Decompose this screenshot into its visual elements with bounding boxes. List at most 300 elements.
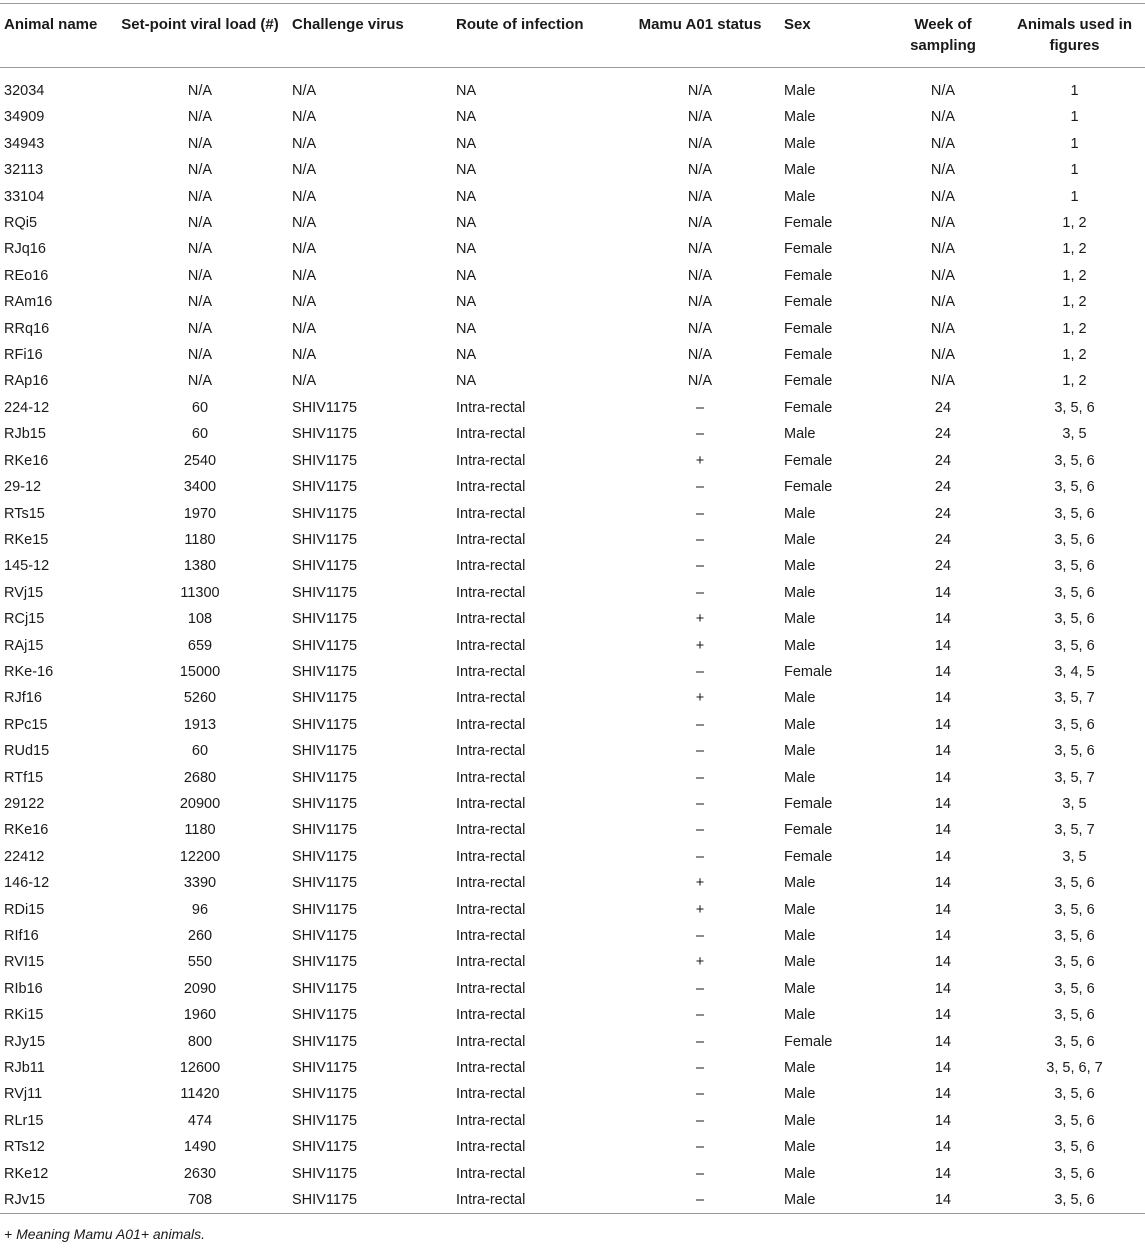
viral-load-cell: N/A <box>187 162 213 179</box>
table-body <box>0 68 1145 1214</box>
table-row <box>0 527 1145 553</box>
challenge-virus-cell: SHIV1175 <box>292 716 358 733</box>
sex-cell: Male <box>784 690 816 707</box>
challenge-virus-cell: SHIV1175 <box>292 399 358 416</box>
table-row <box>0 421 1145 447</box>
viral-load-cell: 20900 <box>179 795 221 812</box>
challenge-virus-cell: SHIV1175 <box>292 769 358 786</box>
table-row <box>0 633 1145 659</box>
header-sex: Sex <box>780 4 882 68</box>
challenge-virus-cell: SHIV1175 <box>292 980 358 997</box>
sex-cell: Male <box>784 611 816 628</box>
animal-name-cell: 22412 <box>4 848 45 865</box>
sex-cell: Male <box>784 769 816 786</box>
route-cell: Intra-rectal <box>456 848 526 865</box>
week-cell: 14 <box>934 584 952 601</box>
table-row <box>0 263 1145 289</box>
week-cell: 14 <box>934 1139 952 1156</box>
sex-cell: Male <box>784 162 816 179</box>
table-row <box>0 1187 1145 1214</box>
viral-load-cell: N/A <box>187 347 213 364</box>
figures-cell: 1, 2 <box>1062 294 1087 311</box>
figures-cell: 3, 5, 7 <box>1054 690 1095 707</box>
challenge-virus-cell: SHIV1175 <box>292 1007 358 1024</box>
mamu-status-cell: N/A <box>687 294 713 311</box>
challenge-virus-cell: SHIV1175 <box>292 1086 358 1103</box>
figures-cell: 3, 5 <box>1062 426 1087 443</box>
mamu-status-cell: + <box>695 611 705 628</box>
sex-cell: Male <box>780 1187 882 1214</box>
viral-load-cell: 60 <box>191 399 209 416</box>
table-row <box>0 817 1145 843</box>
sex-cell: Female <box>784 320 833 337</box>
challenge-virus-cell: N/A <box>292 373 317 390</box>
figures-cell: 3, 5, 6 <box>1054 716 1095 733</box>
week-cell: N/A <box>930 241 956 258</box>
week-cell: 14 <box>934 928 952 944</box>
animal-name-cell: RJf16 <box>4 690 42 707</box>
viral-load-cell: 1913 <box>183 716 217 733</box>
challenge-virus-cell: N/A <box>292 162 317 179</box>
table-row <box>0 685 1145 711</box>
route-cell: Intra-rectal <box>456 954 526 971</box>
week-cell: 24 <box>934 399 952 416</box>
challenge-virus-cell: N/A <box>292 215 317 232</box>
week-cell: 14 <box>882 1187 1004 1214</box>
animal-name-cell: RAj15 <box>4 637 44 654</box>
route-cell: Intra-rectal <box>456 1112 526 1129</box>
challenge-virus-cell: SHIV1175 <box>292 637 358 654</box>
animal-name-cell: RVI15 <box>4 954 45 971</box>
table-row <box>0 289 1145 315</box>
mamu-status-cell: – <box>695 531 705 548</box>
viral-load-cell: 474 <box>187 1112 213 1129</box>
mamu-status-cell: – <box>695 426 705 443</box>
route-cell: NA <box>456 215 477 232</box>
challenge-virus-cell: SHIV1175 <box>292 1139 358 1156</box>
viral-load-cell: 1180 <box>184 822 216 839</box>
mamu-status-cell: – <box>695 399 705 416</box>
route-cell: NA <box>456 347 477 364</box>
animal-name-cell: RVj11 <box>4 1086 43 1103</box>
challenge-virus-cell: N/A <box>292 83 317 99</box>
sex-cell: Male <box>784 954 816 971</box>
week-cell: N/A <box>930 188 956 205</box>
challenge-virus-cell: SHIV1175 <box>292 875 358 892</box>
table-row <box>0 765 1145 791</box>
animal-name-cell: RKe16 <box>4 452 49 469</box>
mamu-status-cell: – <box>695 1112 705 1129</box>
header-animal-name: Animal name <box>0 4 112 68</box>
animal-name-cell: RUd15 <box>4 743 50 760</box>
table-row <box>0 501 1145 527</box>
figures-cell: 3, 5, 6 <box>1054 1165 1095 1182</box>
route-cell: NA <box>456 162 477 179</box>
animal-name-cell: 146-12 <box>4 875 50 892</box>
animal-name-cell: RJv15 <box>0 1187 112 1214</box>
figures-cell: 3, 5, 6 <box>1054 954 1095 971</box>
week-cell: 14 <box>934 1165 952 1182</box>
animal-name-cell: RFi16 <box>4 347 43 364</box>
mamu-status-cell: N/A <box>687 188 713 205</box>
figures-cell: 1, 2 <box>1062 215 1087 232</box>
figures-cell: 1 <box>1070 135 1079 152</box>
week-cell: N/A <box>930 83 956 99</box>
viral-load-cell: 708 <box>112 1187 288 1214</box>
challenge-virus-cell: SHIV1175 <box>292 954 358 971</box>
viral-load-cell: N/A <box>187 135 213 152</box>
mamu-status-cell: + <box>695 637 705 654</box>
table-row <box>0 712 1145 738</box>
mamu-status-cell: N/A <box>687 83 713 99</box>
viral-load-cell: 3400 <box>183 479 217 496</box>
challenge-virus-cell: SHIV1175 <box>292 795 358 812</box>
table-row <box>0 474 1145 500</box>
viral-load-cell: 2540 <box>183 452 217 469</box>
challenge-virus-cell: SHIV1175 <box>292 901 358 918</box>
week-cell: 24 <box>934 452 952 469</box>
header-challenge-virus: Challenge virus <box>288 4 452 68</box>
mamu-status-cell: – <box>695 584 705 601</box>
route-cell: Intra-rectal <box>456 426 526 443</box>
sex-cell: Female <box>784 294 833 311</box>
sex-cell: Male <box>784 637 816 654</box>
viral-load-cell: 1970 <box>183 505 217 522</box>
animal-name-cell: RAm16 <box>4 294 53 311</box>
header-week-of-sampling: Week of sampling <box>882 4 1004 68</box>
sex-cell: Female <box>784 479 833 496</box>
table-row <box>0 316 1145 342</box>
viral-load-cell: N/A <box>187 109 213 126</box>
table-row <box>0 1055 1145 1081</box>
viral-load-cell: 3390 <box>183 875 217 892</box>
table-row <box>0 131 1145 157</box>
figures-cell: 1, 2 <box>1062 347 1087 364</box>
viral-load-cell: 11420 <box>180 1086 220 1103</box>
mamu-status-cell: + <box>695 954 705 971</box>
animal-name-cell: RKe-16 <box>4 663 54 680</box>
challenge-virus-cell: SHIV1175 <box>292 1033 358 1050</box>
figures-cell: 3, 5, 6 <box>1054 1007 1095 1024</box>
sex-cell: Male <box>784 531 816 548</box>
sex-cell: Male <box>784 875 816 892</box>
sex-cell: Male <box>784 558 816 575</box>
sex-cell: Male <box>784 928 816 944</box>
route-cell: Intra-rectal <box>452 1187 620 1214</box>
figures-cell: 1, 2 <box>1062 241 1087 258</box>
viral-load-cell: 5260 <box>183 690 217 707</box>
route-cell: Intra-rectal <box>456 1060 526 1077</box>
table-row <box>0 1002 1145 1028</box>
figures-cell: 3, 4, 5 <box>1054 663 1095 680</box>
challenge-virus-cell: SHIV1175 <box>292 558 358 575</box>
figures-cell: 3, 5, 6 <box>1054 928 1095 944</box>
viral-load-cell: N/A <box>187 188 213 205</box>
table-row <box>0 78 1145 104</box>
mamu-status-cell: – <box>695 1060 705 1077</box>
figures-cell: 3, 5, 6 <box>1054 1033 1095 1050</box>
table-row <box>0 897 1145 923</box>
challenge-virus-cell: N/A <box>292 294 317 311</box>
table-row <box>0 104 1145 130</box>
animal-name-cell: RPc15 <box>4 716 48 733</box>
mamu-status-cell: + <box>695 875 705 892</box>
viral-load-cell: 15000 <box>179 663 221 680</box>
route-cell: Intra-rectal <box>456 1033 526 1050</box>
figures-cell: 3, 5, 6 <box>1054 875 1095 892</box>
animal-name-cell: RKi15 <box>4 1007 44 1024</box>
mamu-status-cell: N/A <box>687 320 713 337</box>
viral-load-cell: 659 <box>187 637 213 654</box>
header-mamu-a01-status: Mamu A01 status <box>620 4 780 68</box>
sex-cell: Male <box>784 901 816 918</box>
animal-name-cell: RVj15 <box>4 584 44 601</box>
figures-cell: 3, 5, 6 <box>1004 1187 1145 1214</box>
figures-cell: 1, 2 <box>1062 267 1087 284</box>
table-row <box>0 976 1145 1002</box>
animals-table <box>0 3 1145 1214</box>
sex-cell: Female <box>784 848 833 865</box>
route-cell: Intra-rectal <box>456 1139 526 1156</box>
figures-cell: 3, 5, 6 <box>1054 1112 1095 1129</box>
challenge-virus-cell: N/A <box>292 109 317 126</box>
table-row <box>0 791 1145 817</box>
table-row <box>0 236 1145 262</box>
week-cell: 14 <box>934 1112 952 1129</box>
mamu-status-cell: N/A <box>687 267 713 284</box>
route-cell: Intra-rectal <box>456 690 526 707</box>
route-cell: Intra-rectal <box>456 505 526 522</box>
route-cell: NA <box>456 188 477 205</box>
figures-cell: 3, 5, 6 <box>1054 611 1095 628</box>
mamu-status-cell: – <box>695 1007 705 1024</box>
route-cell: Intra-rectal <box>456 637 526 654</box>
header-route-of-infection: Route of infection <box>452 4 620 68</box>
animal-name-cell: RJq16 <box>4 241 46 258</box>
sex-cell: Male <box>784 188 816 205</box>
sex-cell: Male <box>784 135 816 152</box>
sex-cell: Male <box>784 1086 816 1103</box>
route-cell: Intra-rectal <box>456 769 526 786</box>
viral-load-cell: 96 <box>191 901 209 918</box>
week-cell: N/A <box>930 320 956 337</box>
challenge-virus-cell: SHIV1175 <box>292 743 358 760</box>
sex-cell: Female <box>784 795 833 812</box>
animal-name-cell: 29-12 <box>4 479 42 496</box>
animal-name-cell: RDi15 <box>4 901 45 918</box>
animal-name-cell: RJb11 <box>4 1060 45 1077</box>
figures-cell: 3, 5, 6 <box>1054 452 1095 469</box>
route-cell: Intra-rectal <box>456 716 526 733</box>
challenge-virus-cell: SHIV1175 <box>292 479 358 496</box>
route-cell: Intra-rectal <box>456 822 526 839</box>
sex-cell: Male <box>784 1165 816 1182</box>
animal-name-cell: 32113 <box>4 162 44 179</box>
table-row <box>0 1081 1145 1107</box>
week-cell: 24 <box>934 479 952 496</box>
week-cell: 24 <box>934 426 952 443</box>
table-row <box>0 870 1145 896</box>
animal-name-cell: 29122 <box>4 795 45 812</box>
mamu-status-cell: – <box>695 479 705 496</box>
mamu-status-cell: – <box>695 848 705 865</box>
mamu-status-cell: N/A <box>687 347 713 364</box>
week-cell: 14 <box>934 980 952 997</box>
viral-load-cell: N/A <box>187 373 213 390</box>
sex-cell: Male <box>784 426 816 443</box>
mamu-status-cell: + <box>695 901 705 918</box>
figures-cell: 3, 5, 6 <box>1054 531 1095 548</box>
viral-load-cell: 2680 <box>183 769 217 786</box>
week-cell: 14 <box>934 611 952 628</box>
viral-load-cell: 60 <box>191 426 209 443</box>
viral-load-cell: 2090 <box>183 980 217 997</box>
route-cell: Intra-rectal <box>456 743 526 760</box>
animal-name-cell: RLr15 <box>4 1112 44 1129</box>
week-cell: 24 <box>934 531 952 548</box>
route-cell: NA <box>456 267 477 284</box>
week-cell: N/A <box>930 135 956 152</box>
sex-cell: Male <box>784 743 816 760</box>
route-cell: NA <box>456 373 477 390</box>
table-header <box>0 4 1145 68</box>
week-cell: N/A <box>930 267 956 284</box>
mamu-status-cell: N/A <box>687 135 713 152</box>
route-cell: NA <box>456 135 477 152</box>
route-cell: Intra-rectal <box>456 1165 526 1182</box>
header-animals-used-in-figures: Animals used in figures <box>1004 4 1145 68</box>
figures-cell: 1, 2 <box>1062 373 1087 390</box>
table-row <box>0 949 1145 975</box>
mamu-status-cell: – <box>695 769 705 786</box>
sex-cell: Male <box>784 584 816 601</box>
challenge-virus-cell: SHIV1175 <box>292 426 358 443</box>
viral-load-cell: 1380 <box>183 558 217 575</box>
mamu-status-cell: – <box>695 795 705 812</box>
animal-name-cell: RJb15 <box>4 426 46 443</box>
table-row <box>0 1134 1145 1160</box>
week-cell: 14 <box>934 769 952 786</box>
route-cell: Intra-rectal <box>456 584 526 601</box>
mamu-status-cell: – <box>695 822 705 839</box>
viral-load-cell: N/A <box>187 320 213 337</box>
table-row <box>0 553 1145 579</box>
challenge-virus-cell: SHIV1175 <box>292 1060 358 1077</box>
table-footnote: + Meaning Mamu A01+ animals. <box>4 1226 206 1242</box>
mamu-status-cell: – <box>695 505 705 522</box>
figures-cell: 3, 5, 6 <box>1054 1086 1095 1103</box>
animal-name-cell: RJy15 <box>4 1033 46 1050</box>
challenge-virus-cell: SHIV1175 <box>292 848 358 865</box>
table-row <box>0 844 1145 870</box>
week-cell: 14 <box>934 1086 952 1103</box>
animal-name-cell: 33104 <box>4 188 45 205</box>
figures-cell: 3, 5, 6 <box>1054 399 1095 416</box>
figures-cell: 3, 5, 6 <box>1054 479 1095 496</box>
figures-cell: 3, 5, 6 <box>1054 980 1095 997</box>
sex-cell: Female <box>784 373 833 390</box>
route-cell: Intra-rectal <box>456 452 526 469</box>
table-row <box>0 395 1145 421</box>
viral-load-cell: 11300 <box>180 584 220 601</box>
table-row <box>0 184 1145 210</box>
route-cell: Intra-rectal <box>456 531 526 548</box>
sex-cell: Female <box>784 215 833 232</box>
viral-load-cell: 1180 <box>184 531 216 548</box>
figures-cell: 3, 5 <box>1062 795 1087 812</box>
sex-cell: Male <box>784 505 816 522</box>
animal-name-cell: RTs15 <box>4 505 45 522</box>
viral-load-cell: 60 <box>191 743 209 760</box>
mamu-status-cell: N/A <box>687 109 713 126</box>
animal-name-cell: RIf16 <box>4 928 39 944</box>
mamu-status-cell: N/A <box>687 373 713 390</box>
mamu-status-cell: N/A <box>687 215 713 232</box>
viral-load-cell: N/A <box>187 215 213 232</box>
table-spacer-row <box>0 68 1145 79</box>
challenge-virus-cell: N/A <box>292 267 317 284</box>
route-cell: Intra-rectal <box>456 928 526 944</box>
animal-name-cell: RRq16 <box>4 320 50 337</box>
animal-name-cell: RTs12 <box>4 1139 45 1156</box>
sex-cell: Female <box>784 399 833 416</box>
viral-load-cell: 108 <box>187 611 213 628</box>
mamu-status-cell: – <box>695 980 705 997</box>
figures-cell: 3, 5, 6 <box>1054 901 1095 918</box>
sex-cell: Female <box>784 452 833 469</box>
animal-name-cell: 34943 <box>4 135 45 152</box>
animal-name-cell: RKe16 <box>4 822 49 839</box>
figures-cell: 3, 5, 7 <box>1054 769 1095 786</box>
route-cell: Intra-rectal <box>456 479 526 496</box>
challenge-virus-cell: N/A <box>292 241 317 258</box>
mamu-status-cell: + <box>695 452 705 469</box>
mamu-status-cell: + <box>695 690 705 707</box>
sex-cell: Female <box>784 1033 833 1050</box>
animal-name-cell: REo16 <box>4 267 49 284</box>
challenge-virus-cell: N/A <box>292 347 317 364</box>
sex-cell: Female <box>784 822 833 839</box>
animal-name-cell: RIb16 <box>4 980 43 997</box>
week-cell: 14 <box>934 690 952 707</box>
week-cell: N/A <box>930 347 956 364</box>
table-row <box>0 1108 1145 1134</box>
route-cell: Intra-rectal <box>456 1086 526 1103</box>
mamu-status-cell: – <box>695 1033 705 1050</box>
route-cell: Intra-rectal <box>456 980 526 997</box>
table-row <box>0 368 1145 394</box>
sex-cell: Male <box>784 1060 816 1077</box>
route-cell: Intra-rectal <box>456 1007 526 1024</box>
table-row <box>0 738 1145 764</box>
figures-cell: 1 <box>1070 162 1079 179</box>
figures-cell: 1 <box>1070 109 1079 126</box>
week-cell: 14 <box>934 637 952 654</box>
viral-load-cell: 550 <box>187 954 213 971</box>
route-cell: NA <box>456 109 477 126</box>
mamu-status-cell: – <box>695 716 705 733</box>
figures-cell: 3, 5, 7 <box>1054 822 1095 839</box>
challenge-virus-cell: SHIV1175 <box>292 822 358 839</box>
week-cell: 14 <box>934 795 952 812</box>
header-row <box>0 4 1145 68</box>
week-cell: 14 <box>934 901 952 918</box>
viral-load-cell: N/A <box>187 267 213 284</box>
route-cell: Intra-rectal <box>456 901 526 918</box>
sex-cell: Male <box>784 980 816 997</box>
week-cell: 14 <box>934 743 952 760</box>
sex-cell: Male <box>784 109 816 126</box>
